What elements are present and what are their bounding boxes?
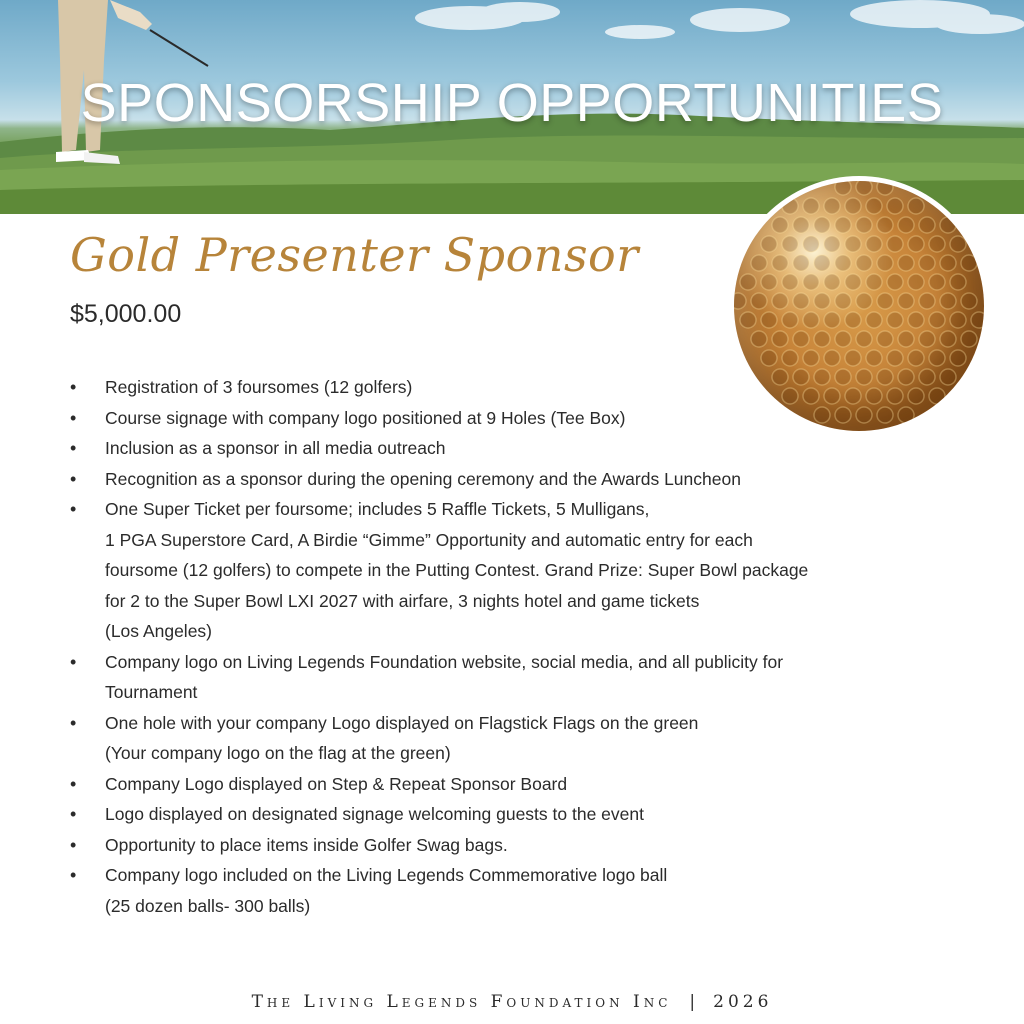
benefit-item xyxy=(70,860,890,921)
page-title: SPONSORSHIP OPPORTUNITIES xyxy=(80,73,944,133)
benefit-text: foursome (12 golfers) to compete in the Putting Contest. Grand Prize: Super Bowl package xyxy=(105,560,809,580)
footer xyxy=(0,992,1024,1012)
benefit-text: for 2 to the Super Bowl LXI 2027 with airfare, 3 nights hotel and game tickets xyxy=(105,590,700,611)
benefit-text: One Super Ticket per foursome; includes 5 Raffle Tickets, 5 Mulligans, xyxy=(105,499,650,519)
bullet-icon: • xyxy=(70,468,77,489)
benefit-text: Opportunity to place items inside Golfer Swag bags. xyxy=(105,834,508,855)
benefit-text: (Your company logo on the flag at the green) xyxy=(105,743,451,763)
benefit-text: 1 PGA Superstore Card, A Birdie “Gimme” Opportunity and automatic entry for each xyxy=(105,529,753,550)
benefit-text: Tournament xyxy=(105,682,198,702)
bullet-icon: • xyxy=(70,834,77,855)
benefit-item xyxy=(70,647,890,708)
bullet-icon: • xyxy=(70,773,77,794)
benefit-item xyxy=(70,494,890,647)
benefit-text: (Los Angeles) xyxy=(105,621,213,641)
bullet-icon: • xyxy=(70,377,77,397)
footer-separator: | xyxy=(689,992,696,1012)
sponsor-level-title: Gold Presenter Sponsor xyxy=(70,228,639,282)
footer-organization: The Living Legends Foundation Inc xyxy=(251,992,672,1012)
bullet-icon: • xyxy=(70,804,77,824)
benefit-text: Inclusion as a sponsor in all media outreach xyxy=(105,438,446,458)
benefit-item xyxy=(70,464,890,495)
benefit-text: Registration of 3 foursomes (12 golfers) xyxy=(105,377,413,397)
benefit-item xyxy=(70,769,890,800)
benefit-item xyxy=(70,799,890,830)
benefit-item xyxy=(70,708,890,769)
sponsor-price: $5,000.00 xyxy=(70,300,182,328)
benefit-text: Company Logo displayed on Step & Repeat Sponsor Board xyxy=(105,773,568,794)
benefit-text: Logo displayed on designated signage welcoming guests to the event xyxy=(105,804,644,824)
bullet-icon: • xyxy=(70,712,77,733)
bullet-icon: • xyxy=(70,407,77,428)
benefit-text: One hole with your company Logo displayed on Flagstick Flags on the green xyxy=(105,712,699,733)
benefit-text: (25 dozen balls- 300 balls) xyxy=(105,895,311,916)
benefit-item xyxy=(70,830,890,861)
benefit-text: Company logo included on the Living Legends Commemorative logo ball xyxy=(105,865,668,885)
bullet-icon: • xyxy=(70,865,77,885)
footer-year: 2026 xyxy=(713,992,773,1012)
bullet-icon: • xyxy=(70,438,77,458)
benefit-item xyxy=(70,403,890,434)
benefit-text: Company logo on Living Legends Foundation website, social media, and all publicity for xyxy=(105,651,784,672)
benefits-list xyxy=(70,372,890,921)
benefit-item xyxy=(70,433,890,464)
benefit-text: Recognition as a sponsor during the opening ceremony and the Awards Luncheon xyxy=(105,468,741,489)
benefit-text: Course signage with company logo positioned at 9 Holes (Tee Box) xyxy=(105,407,626,428)
bullet-icon: • xyxy=(70,651,77,672)
benefit-item xyxy=(70,372,890,403)
bullet-icon: • xyxy=(70,499,77,519)
